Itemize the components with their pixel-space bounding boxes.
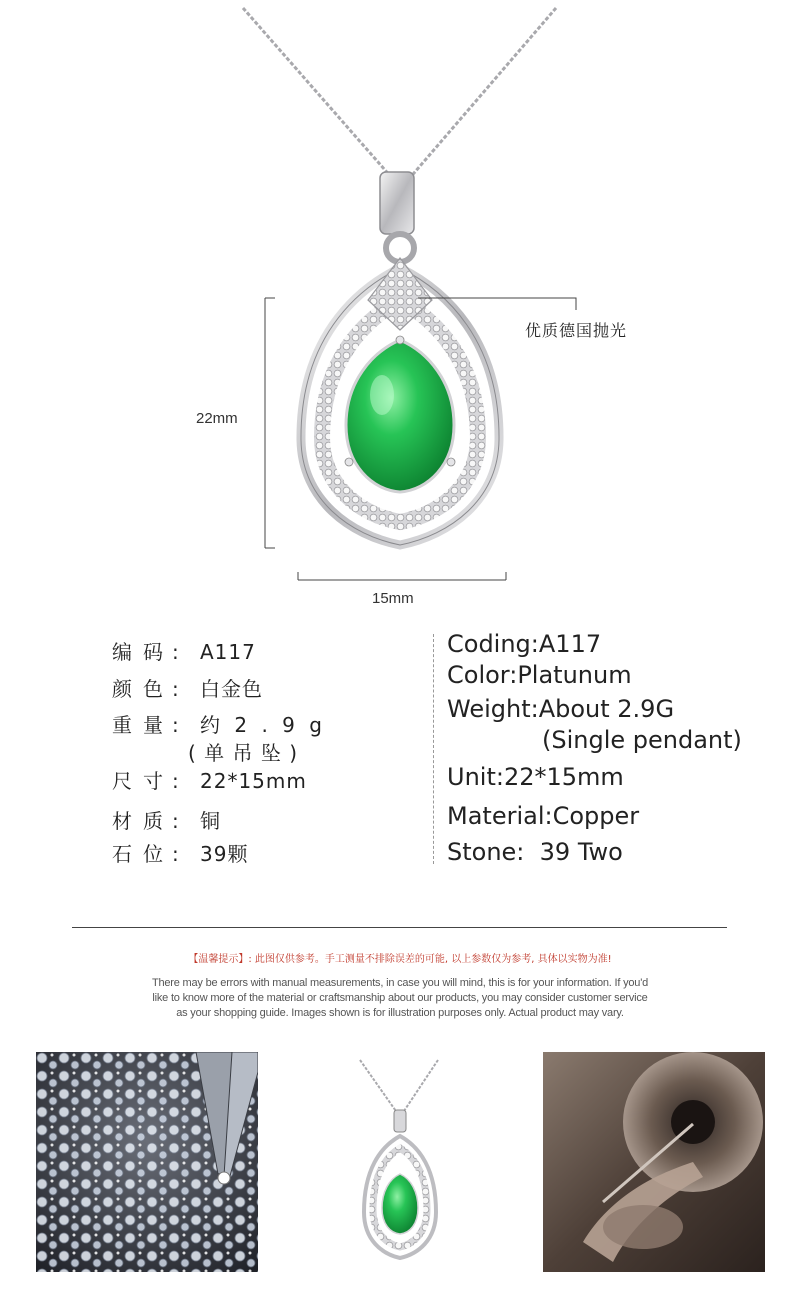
spec-cn-stone: 石位: 39颗 (112, 842, 249, 866)
craftsmanship-photo (543, 1052, 765, 1272)
spec-cn-weight: 重量: 约 2 . 9 g (112, 713, 326, 737)
disclaimer-text: There may be errors with manual measurements, in case you will mind, this is for your information. If you'd like to know more of the material or craftsmanship about our products, you may consider customer service as your shopping guide. Images shown is for illustration purposes only. Actual product may vary. (151, 977, 649, 1019)
green-gem (346, 340, 454, 492)
spec-en-material: Material:Copper (447, 802, 640, 830)
spec-en-code: Coding:A117 (447, 630, 602, 658)
section-divider (72, 927, 727, 928)
pendant-thumbnail (340, 1052, 460, 1272)
spec-cn-size: 尺寸: 22*15mm (112, 769, 307, 793)
spec-cn-weight-extra: ( 单 吊 坠 ) (188, 741, 299, 765)
bail (380, 172, 414, 234)
notice-text: 【温馨提示】: 此图仅供参考。手工测量不排除误差的可能, 以上参数仅为参考, 具体以实物为准! (188, 954, 612, 965)
height-dimension-label: 22mm (196, 410, 238, 427)
spec-cn-material: 材质: 铜 (112, 809, 221, 833)
spec-en-weight-extra: (Single pendant) (542, 726, 742, 754)
spec-en-weight: Weight:About 2.9G (447, 695, 675, 723)
feature-callout: 优质德国抛光 (525, 321, 628, 340)
diamonds-tweezers-photo (36, 1052, 258, 1272)
chain (243, 8, 556, 180)
pendant-main-image (0, 0, 800, 620)
spec-en-color: Color:Platunum (447, 661, 632, 689)
width-dimension-label: 15mm (372, 590, 414, 607)
spec-en-stone: Stone: 39 Two (447, 838, 623, 866)
spec-divider (433, 634, 434, 864)
spec-en-unit: Unit:22*15mm (447, 763, 624, 791)
spec-cn-code: 编码: A117 (112, 640, 256, 664)
spec-cn-color: 颜色: 白金色 (112, 677, 263, 701)
